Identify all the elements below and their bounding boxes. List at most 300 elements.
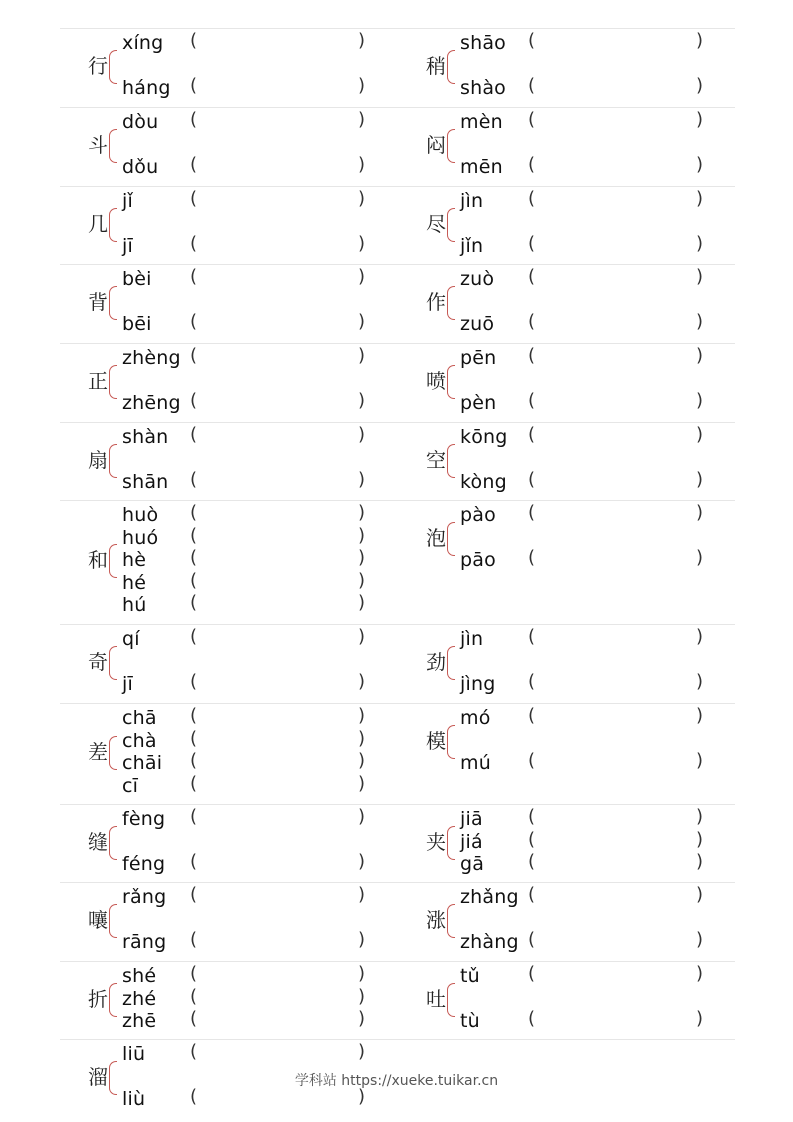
reading-line: [460, 673, 710, 695]
answer-blank-close: ): [358, 75, 366, 96]
answer-blank-open[interactable]: (: [528, 424, 536, 445]
answer-blank-open[interactable]: (: [528, 828, 536, 850]
reading-line: [122, 772, 372, 797]
answer-blank-open[interactable]: (: [190, 884, 198, 905]
answer-blank-open[interactable]: (: [190, 154, 198, 175]
answer-blank-close: ): [358, 469, 366, 490]
right-entry: [398, 704, 735, 804]
answer-blank-open[interactable]: (: [190, 727, 198, 749]
pinyin: zhé: [122, 987, 157, 1010]
character: 闷: [426, 132, 446, 157]
answer-blank-close: ): [358, 502, 366, 523]
reading-line: [122, 32, 372, 54]
answer-blank-open[interactable]: (: [528, 188, 536, 209]
answer-blank-close: ): [696, 424, 704, 445]
reading-line: [460, 931, 710, 953]
pinyin: tǔ: [460, 965, 480, 987]
pinyin: zhàng: [460, 931, 519, 953]
reading-line: [460, 1010, 710, 1032]
brace-icon: [109, 983, 117, 1017]
polyphone-sheet: [60, 28, 735, 1118]
answer-blank-close: ): [358, 233, 366, 254]
worksheet-row: [60, 28, 735, 107]
reading-line: [460, 32, 710, 54]
answer-blank-close: ): [358, 547, 366, 568]
pinyin: zhē: [122, 1010, 157, 1032]
reading-line: [122, 1043, 372, 1065]
answer-blank-close: ): [358, 311, 366, 332]
reading-line: [122, 886, 372, 908]
pinyin: fèng: [122, 808, 166, 830]
worksheet-row: [60, 961, 735, 1039]
answer-blank-close: ): [696, 188, 704, 209]
character: 空: [426, 447, 446, 472]
answer-blank-close: ): [696, 233, 704, 254]
reading-line: [460, 235, 710, 257]
right-entry: [398, 265, 735, 343]
pinyin: féng: [122, 853, 166, 875]
right-entry: [398, 108, 735, 186]
answer-blank-open[interactable]: (: [190, 390, 198, 411]
left-entry: [60, 29, 397, 107]
answer-blank-open[interactable]: (: [528, 626, 536, 647]
answer-blank-open[interactable]: (: [190, 424, 198, 445]
answer-blank-open[interactable]: (: [190, 705, 198, 726]
reading-line: [122, 965, 372, 987]
answer-blank-close: ): [358, 705, 366, 726]
answer-blank-open[interactable]: (: [528, 547, 536, 568]
pinyin: pēn: [460, 347, 497, 369]
pinyin: shàn: [122, 426, 169, 448]
reading-line: [460, 111, 710, 133]
pinyin: jìn: [460, 628, 484, 650]
character: 扇: [88, 447, 108, 472]
reading-line: [460, 886, 710, 908]
pinyin: hè: [122, 549, 147, 571]
character: 模: [426, 728, 446, 753]
reading-line: [122, 707, 372, 729]
pinyin: hú: [122, 594, 147, 616]
brace-icon: [109, 736, 117, 770]
pinyin: kòng: [460, 471, 507, 493]
answer-blank-close: ): [696, 390, 704, 411]
answer-blank-close: ): [358, 1008, 366, 1029]
answer-blank-close: ): [358, 266, 366, 287]
answer-blank-close: ): [358, 727, 366, 749]
brace-icon: [109, 646, 117, 680]
answer-blank-open[interactable]: (: [190, 750, 198, 771]
character: 几: [88, 211, 108, 236]
reading-line: [460, 628, 710, 650]
answer-blank-open[interactable]: (: [528, 884, 536, 905]
brace-icon: [109, 444, 117, 478]
worksheet-row: [60, 422, 735, 500]
brace-icon: [447, 444, 455, 478]
answer-blank-open[interactable]: (: [190, 30, 198, 51]
character: 差: [88, 739, 108, 764]
brace-icon: [447, 826, 455, 860]
answer-blank-open[interactable]: (: [190, 985, 198, 1007]
reading-line: [460, 504, 710, 526]
character: 斗: [88, 132, 108, 157]
worksheet-row: [60, 703, 735, 804]
answer-blank-open[interactable]: (: [190, 75, 198, 96]
reading-line: [122, 471, 372, 493]
answer-blank-close: ): [358, 424, 366, 445]
worksheet-row: [60, 343, 735, 422]
character: 稍: [426, 53, 446, 78]
reading-line: [460, 156, 710, 178]
brace-icon: [447, 646, 455, 680]
answer-blank-close: ): [358, 772, 366, 794]
answer-blank-close: ): [696, 671, 704, 692]
answer-blank-close: ): [358, 109, 366, 130]
pinyin: rǎng: [122, 886, 167, 908]
character: 作: [426, 289, 446, 314]
pinyin: rāng: [122, 931, 167, 953]
worksheet-row: [60, 624, 735, 703]
answer-blank-open[interactable]: (: [528, 671, 536, 692]
reading-line: [122, 569, 372, 594]
left-entry: [60, 805, 397, 882]
character: 缝: [88, 829, 108, 854]
answer-blank-open[interactable]: (: [190, 963, 198, 984]
answer-blank-close: ): [696, 929, 704, 950]
character: 劲: [426, 649, 446, 674]
character: 奇: [88, 649, 108, 674]
right-entry: [398, 29, 735, 107]
pinyin: huò: [122, 504, 159, 526]
brace-icon: [447, 983, 455, 1017]
answer-blank-open[interactable]: (: [528, 963, 536, 984]
reading-line: [122, 594, 372, 616]
brace-icon: [447, 50, 455, 84]
reading-line: [122, 628, 372, 650]
character: 溜: [88, 1064, 108, 1089]
reading-line: [122, 426, 372, 448]
pinyin: liū: [122, 1043, 146, 1065]
reading-line: [460, 808, 710, 830]
reading-line: [460, 268, 710, 290]
pinyin: chā: [122, 707, 157, 729]
answer-blank-open[interactable]: (: [528, 705, 536, 726]
answer-blank-open[interactable]: (: [190, 502, 198, 523]
left-entry: [60, 344, 397, 422]
answer-blank-open[interactable]: (: [190, 806, 198, 827]
brace-icon: [109, 904, 117, 938]
brace-icon: [109, 286, 117, 320]
answer-blank-open[interactable]: (: [190, 266, 198, 287]
pinyin: zhèng: [122, 347, 181, 369]
reading-line: [460, 707, 710, 729]
character: 吐: [426, 986, 446, 1011]
answer-blank-close: ): [696, 75, 704, 96]
pinyin: gā: [460, 853, 485, 875]
pinyin: mú: [460, 752, 491, 774]
brace-icon: [109, 129, 117, 163]
right-entry: [398, 625, 735, 703]
answer-blank-close: ): [358, 985, 366, 1007]
answer-blank-close: ): [358, 345, 366, 366]
reading-line: [122, 727, 372, 752]
answer-blank-open[interactable]: (: [528, 1008, 536, 1029]
answer-blank-close: ): [358, 1041, 366, 1062]
pinyin: chà: [122, 729, 157, 752]
left-entry: [60, 625, 397, 703]
answer-blank-close: ): [696, 963, 704, 984]
pinyin: mèn: [460, 111, 503, 133]
pinyin: shān: [122, 471, 169, 493]
pinyin: huó: [122, 526, 159, 549]
character: 折: [88, 986, 108, 1011]
worksheet-row: [60, 500, 735, 624]
pinyin: liù: [122, 1088, 146, 1110]
reading-line: [122, 156, 372, 178]
answer-blank-open[interactable]: (: [528, 469, 536, 490]
pinyin: dǒu: [122, 156, 159, 178]
footer-watermark: 学科站 https://xueke.tuikar.cn: [294, 1073, 499, 1089]
answer-blank-close: ): [696, 502, 704, 523]
pinyin: háng: [122, 77, 171, 99]
answer-blank-close: ): [358, 626, 366, 647]
answer-blank-close: ): [696, 469, 704, 490]
pinyin: kōng: [460, 426, 508, 448]
answer-blank-close: ): [358, 929, 366, 950]
pinyin: bèi: [122, 268, 152, 290]
answer-blank-open[interactable]: (: [190, 547, 198, 568]
pinyin: hé: [122, 571, 147, 594]
brace-icon: [447, 208, 455, 242]
pinyin: jìn: [460, 190, 484, 212]
answer-blank-open[interactable]: (: [190, 469, 198, 490]
answer-blank-close: ): [696, 626, 704, 647]
answer-blank-open[interactable]: (: [528, 345, 536, 366]
answer-blank-close: ): [358, 390, 366, 411]
pinyin: tù: [460, 1010, 480, 1032]
answer-blank-close: ): [358, 592, 366, 613]
reading-line: [122, 111, 372, 133]
reading-line: [122, 313, 372, 335]
answer-blank-close: ): [696, 750, 704, 771]
brace-icon: [447, 522, 455, 556]
reading-line: [122, 392, 372, 414]
reading-line: [122, 77, 372, 99]
reading-line: [460, 965, 710, 987]
pinyin: jiá: [460, 830, 483, 853]
reading-line: [460, 853, 710, 875]
answer-blank-open[interactable]: (: [528, 109, 536, 130]
right-entry: [398, 962, 735, 1039]
reading-line: [122, 931, 372, 953]
left-entry: [60, 265, 397, 343]
right-entry: [398, 423, 735, 500]
pinyin: pào: [460, 504, 496, 526]
answer-blank-close: ): [358, 154, 366, 175]
answer-blank-open[interactable]: (: [528, 30, 536, 51]
brace-icon: [447, 365, 455, 399]
right-entry: [398, 501, 735, 624]
brace-icon: [109, 365, 117, 399]
character: 夹: [426, 829, 446, 854]
pinyin: mó: [460, 707, 491, 729]
answer-blank-close: ): [358, 750, 366, 771]
answer-blank-close: ): [696, 806, 704, 827]
pinyin: chāi: [122, 752, 163, 774]
reading-line: [460, 752, 710, 774]
pinyin: xíng: [122, 32, 164, 54]
pinyin: pāo: [460, 549, 496, 571]
pinyin: cī: [122, 774, 139, 797]
reading-line: [122, 752, 372, 774]
pinyin: zhēng: [122, 392, 181, 414]
answer-blank-open[interactable]: (: [190, 851, 198, 872]
pinyin: zuō: [460, 313, 495, 335]
answer-blank-close: ): [696, 345, 704, 366]
answer-blank-open[interactable]: (: [528, 311, 536, 332]
character: 行: [88, 53, 108, 78]
pinyin: mēn: [460, 156, 503, 178]
answer-blank-open[interactable]: (: [190, 929, 198, 950]
answer-blank-close: ): [358, 851, 366, 872]
left-entry: [60, 501, 397, 624]
answer-blank-close: ): [696, 154, 704, 175]
character: 正: [88, 368, 108, 393]
left-entry: [60, 187, 397, 264]
reading-line: [122, 524, 372, 549]
brace-icon: [109, 544, 117, 578]
answer-blank-open[interactable]: (: [190, 772, 198, 794]
brace-icon: [447, 129, 455, 163]
answer-blank-open[interactable]: (: [528, 929, 536, 950]
character: 嚷: [88, 907, 108, 932]
character: 和: [88, 548, 108, 572]
reading-line: [460, 392, 710, 414]
answer-blank-open[interactable]: (: [528, 75, 536, 96]
worksheet-row: [60, 882, 735, 961]
worksheet-row: [60, 186, 735, 264]
answer-blank-close: ): [358, 30, 366, 51]
worksheet-row: [60, 264, 735, 343]
left-entry: [60, 962, 397, 1039]
reading-line: [122, 1088, 372, 1110]
reading-line: [122, 549, 372, 571]
reading-line: [122, 808, 372, 830]
reading-line: [122, 504, 372, 526]
pinyin: zuò: [460, 268, 495, 290]
reading-line: [122, 853, 372, 875]
answer-blank-open[interactable]: (: [528, 233, 536, 254]
left-entry: [60, 423, 397, 500]
answer-blank-open[interactable]: (: [528, 851, 536, 872]
character: 泡: [426, 525, 446, 550]
answer-blank-open[interactable]: (: [528, 266, 536, 287]
reading-line: [122, 347, 372, 369]
right-entry: [398, 187, 735, 264]
pinyin: qí: [122, 628, 140, 650]
character: 背: [88, 289, 108, 314]
answer-blank-open[interactable]: (: [190, 188, 198, 209]
pinyin: zhǎng: [460, 886, 519, 908]
answer-blank-close: ): [696, 828, 704, 850]
character: 尽: [426, 211, 446, 236]
right-entry: [398, 883, 735, 961]
pinyin: pèn: [460, 392, 497, 414]
right-entry: [398, 344, 735, 422]
answer-blank-open[interactable]: (: [190, 569, 198, 591]
reading-line: [460, 347, 710, 369]
reading-line: [460, 471, 710, 493]
reading-line: [122, 190, 372, 212]
left-entry: [60, 108, 397, 186]
answer-blank-open[interactable]: (: [190, 233, 198, 254]
answer-blank-open[interactable]: (: [190, 592, 198, 613]
answer-blank-close: ): [358, 524, 366, 546]
answer-blank-close: ): [358, 671, 366, 692]
answer-blank-close: ): [696, 266, 704, 287]
answer-blank-close: ): [696, 30, 704, 51]
answer-blank-close: ): [696, 1008, 704, 1029]
answer-blank-open[interactable]: (: [190, 345, 198, 366]
answer-blank-open[interactable]: (: [528, 154, 536, 175]
answer-blank-open[interactable]: (: [190, 524, 198, 546]
pinyin: jī: [122, 673, 133, 695]
reading-line: [460, 426, 710, 448]
reading-line: [122, 1010, 372, 1032]
answer-blank-close: ): [358, 963, 366, 984]
answer-blank-open[interactable]: (: [190, 1041, 198, 1062]
pinyin: jǐn: [460, 235, 484, 257]
answer-blank-close: ): [696, 705, 704, 726]
answer-blank-close: ): [358, 569, 366, 591]
answer-blank-open[interactable]: (: [528, 806, 536, 827]
pinyin: jǐ: [122, 190, 133, 212]
left-entry: [60, 883, 397, 961]
right-entry: [398, 805, 735, 882]
pinyin: jī: [122, 235, 133, 257]
character: 涨: [426, 907, 446, 932]
answer-blank-open[interactable]: (: [190, 1008, 198, 1029]
answer-blank-open[interactable]: (: [528, 390, 536, 411]
answer-blank-open[interactable]: (: [190, 626, 198, 647]
answer-blank-open[interactable]: (: [190, 671, 198, 692]
reading-line: [122, 673, 372, 695]
answer-blank-open[interactable]: (: [190, 109, 198, 130]
reading-line: [460, 828, 710, 853]
pinyin: jiā: [460, 808, 483, 830]
answer-blank-open[interactable]: (: [190, 311, 198, 332]
answer-blank-open[interactable]: (: [528, 502, 536, 523]
reading-line: [460, 190, 710, 212]
brace-icon: [447, 904, 455, 938]
reading-line: [122, 985, 372, 1010]
left-entry: [60, 704, 397, 804]
brace-icon: [447, 286, 455, 320]
answer-blank-close: ): [696, 547, 704, 568]
worksheet-row: [60, 107, 735, 186]
answer-blank-open[interactable]: (: [528, 750, 536, 771]
pinyin: dòu: [122, 111, 159, 133]
brace-icon: [109, 208, 117, 242]
answer-blank-open[interactable]: (: [190, 1086, 198, 1107]
pinyin: shào: [460, 77, 507, 99]
pinyin: bēi: [122, 313, 152, 335]
brace-icon: [447, 725, 455, 759]
worksheet-row: [60, 804, 735, 882]
reading-line: [460, 77, 710, 99]
brace-icon: [109, 826, 117, 860]
pinyin: jìng: [460, 673, 496, 695]
answer-blank-close: ): [358, 188, 366, 209]
